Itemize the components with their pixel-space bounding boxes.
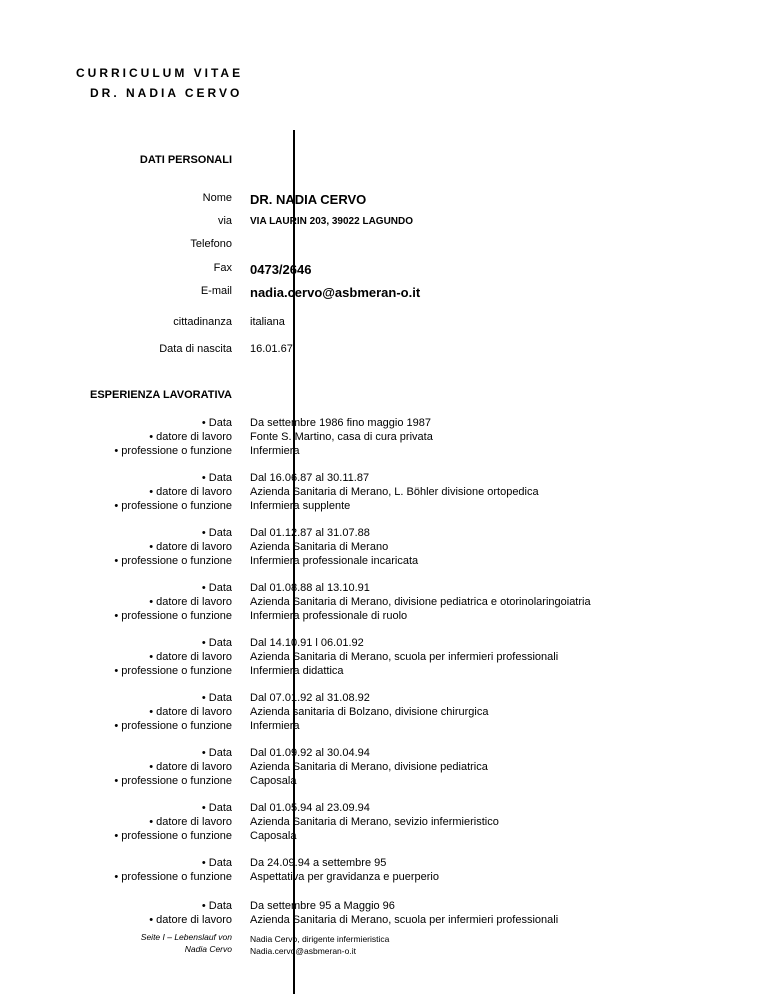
label-data: • Data (201, 692, 232, 704)
value-cittadinanza: italiana (250, 316, 285, 328)
entry-employer: Azienda Sanitaria di Merano, sevizio infermieristico (250, 816, 499, 828)
entry-data: Da settembre 95 a Maggio 96 (250, 900, 395, 912)
section-experience-title: ESPERIENZA LAVORATIVA (90, 389, 232, 401)
entry-role: Infermiera supplente (250, 500, 351, 512)
label-role: • professione o funzione (114, 500, 232, 512)
label-data: • Data (201, 417, 232, 429)
label-data: • Data (201, 637, 232, 649)
label-employer: • datore di lavoro (149, 651, 232, 663)
label-data: • Data (201, 747, 232, 759)
label-employer: • datore di lavoro (149, 596, 232, 608)
entry-role: Infermiera (250, 445, 300, 457)
entry-role: Infermiera professionale incaricata (250, 555, 419, 567)
label-role: • professione o funzione (114, 871, 232, 883)
cv-name-heading: DR. NADIA CERVO (90, 86, 243, 100)
label-employer: • datore di lavoro (149, 914, 232, 926)
entry-data: Dal 01.12.87 al 31.07.88 (250, 527, 370, 539)
label-role: • professione o funzione (114, 665, 232, 677)
footer-page-label: Seite I – Lebenslauf von (140, 932, 232, 942)
entry-role: Infermiera professionale di ruolo (250, 610, 408, 622)
entry-data: Dal 14.10.91 l 06.01.92 (250, 637, 364, 649)
label-employer: • datore di lavoro (149, 541, 232, 553)
label-fax: Fax (213, 262, 232, 274)
entry-employer: Azienda Sanitaria di Merano, divisione pediatrica (250, 761, 488, 773)
label-data: • Data (201, 472, 232, 484)
entry-role: Infermiera (250, 720, 300, 732)
entry-data: Dal 01.05.94 al 23.09.94 (250, 802, 370, 814)
entry-data: Dal 07.01.92 al 31.08.92 (250, 692, 370, 704)
entry-employer: Azienda Sanitaria di Merano (250, 541, 389, 553)
label-role: • professione o funzione (114, 775, 232, 787)
label-nome: Nome (202, 192, 232, 204)
page-footer-left (72, 931, 232, 955)
value-nome: DR. NADIA CERVO (250, 192, 367, 207)
label-data-nascita: Data di nascita (159, 343, 232, 355)
label-role: • professione o funzione (114, 610, 232, 622)
label-via: via (217, 215, 232, 227)
label-employer: • datore di lavoro (149, 706, 232, 718)
entry-role: Caposala (250, 830, 297, 842)
label-employer: • datore di lavoro (149, 431, 232, 443)
label-data: • Data (201, 857, 232, 869)
label-role: • professione o funzione (114, 720, 232, 732)
entry-employer: Fonte S. Martino, casa di cura privata (250, 431, 433, 443)
label-role: • professione o funzione (114, 555, 232, 567)
value-data-nascita: 16.01.67 (250, 343, 293, 355)
label-employer: • datore di lavoro (149, 486, 232, 498)
entry-employer: Azienda Sanitaria di Merano, scuola per infermieri professionali (250, 651, 559, 663)
label-data: • Data (201, 802, 232, 814)
label-data: • Data (201, 527, 232, 539)
label-employer: • datore di lavoro (149, 761, 232, 773)
footer-role: Nadia Cervo, dirigente infermieristica (250, 934, 390, 944)
label-data: • Data (201, 900, 232, 912)
entry-data: Da settembre 1986 fino maggio 1987 (250, 417, 432, 429)
entry-employer: Azienda sanitaria di Bolzano, divisione chirurgica (250, 706, 489, 718)
label-role: • professione o funzione (114, 445, 232, 457)
value-fax: 0473/2646 (250, 262, 312, 277)
section-personal-title: DATI PERSONALI (139, 154, 232, 166)
label-role: • professione o funzione (114, 830, 232, 842)
label-telefono: Telefono (190, 238, 232, 250)
entry-data: Dal 16.06.87 al 30.11.87 (250, 472, 370, 484)
label-email: E-mail (200, 285, 232, 297)
label-data: • Data (201, 582, 232, 594)
entry-data: Dal 01.08.88 al 13.10.91 (250, 582, 370, 594)
label-employer: • datore di lavoro (149, 816, 232, 828)
label-cittadinanza: cittadinanza (173, 316, 232, 328)
entry-role: Infermiera didattica (250, 665, 344, 677)
value-via: VIA LAURIN 203, 39022 LAGUNDO (250, 216, 414, 227)
entry-data: Dal 01.09.92 al 30.04.94 (250, 747, 370, 759)
entry-role: Aspettativa per gravidanza e puerperio (250, 871, 439, 883)
entry-employer: Azienda Sanitaria di Merano, scuola per infermieri professionali (250, 914, 559, 926)
entry-role: Caposala (250, 775, 297, 787)
entry-data: Da 24.09.94 a settembre 95 (250, 857, 387, 869)
page-footer-right (250, 933, 389, 957)
entry-employer: Azienda Sanitaria di Merano, L. Böhler divisione ortopedica (250, 486, 539, 498)
footer-author: Nadia Cervo (184, 944, 232, 954)
footer-email: Nadia.cervo@asbmeran-o.it (250, 946, 356, 956)
cv-title: CURRICULUM VITAE (76, 66, 244, 80)
value-email: nadia.cervo@asbmeran-o.it (250, 285, 421, 300)
entry-employer: Azienda Sanitaria di Merano, divisione pediatrica e otorinolaringoiatria (250, 596, 591, 608)
